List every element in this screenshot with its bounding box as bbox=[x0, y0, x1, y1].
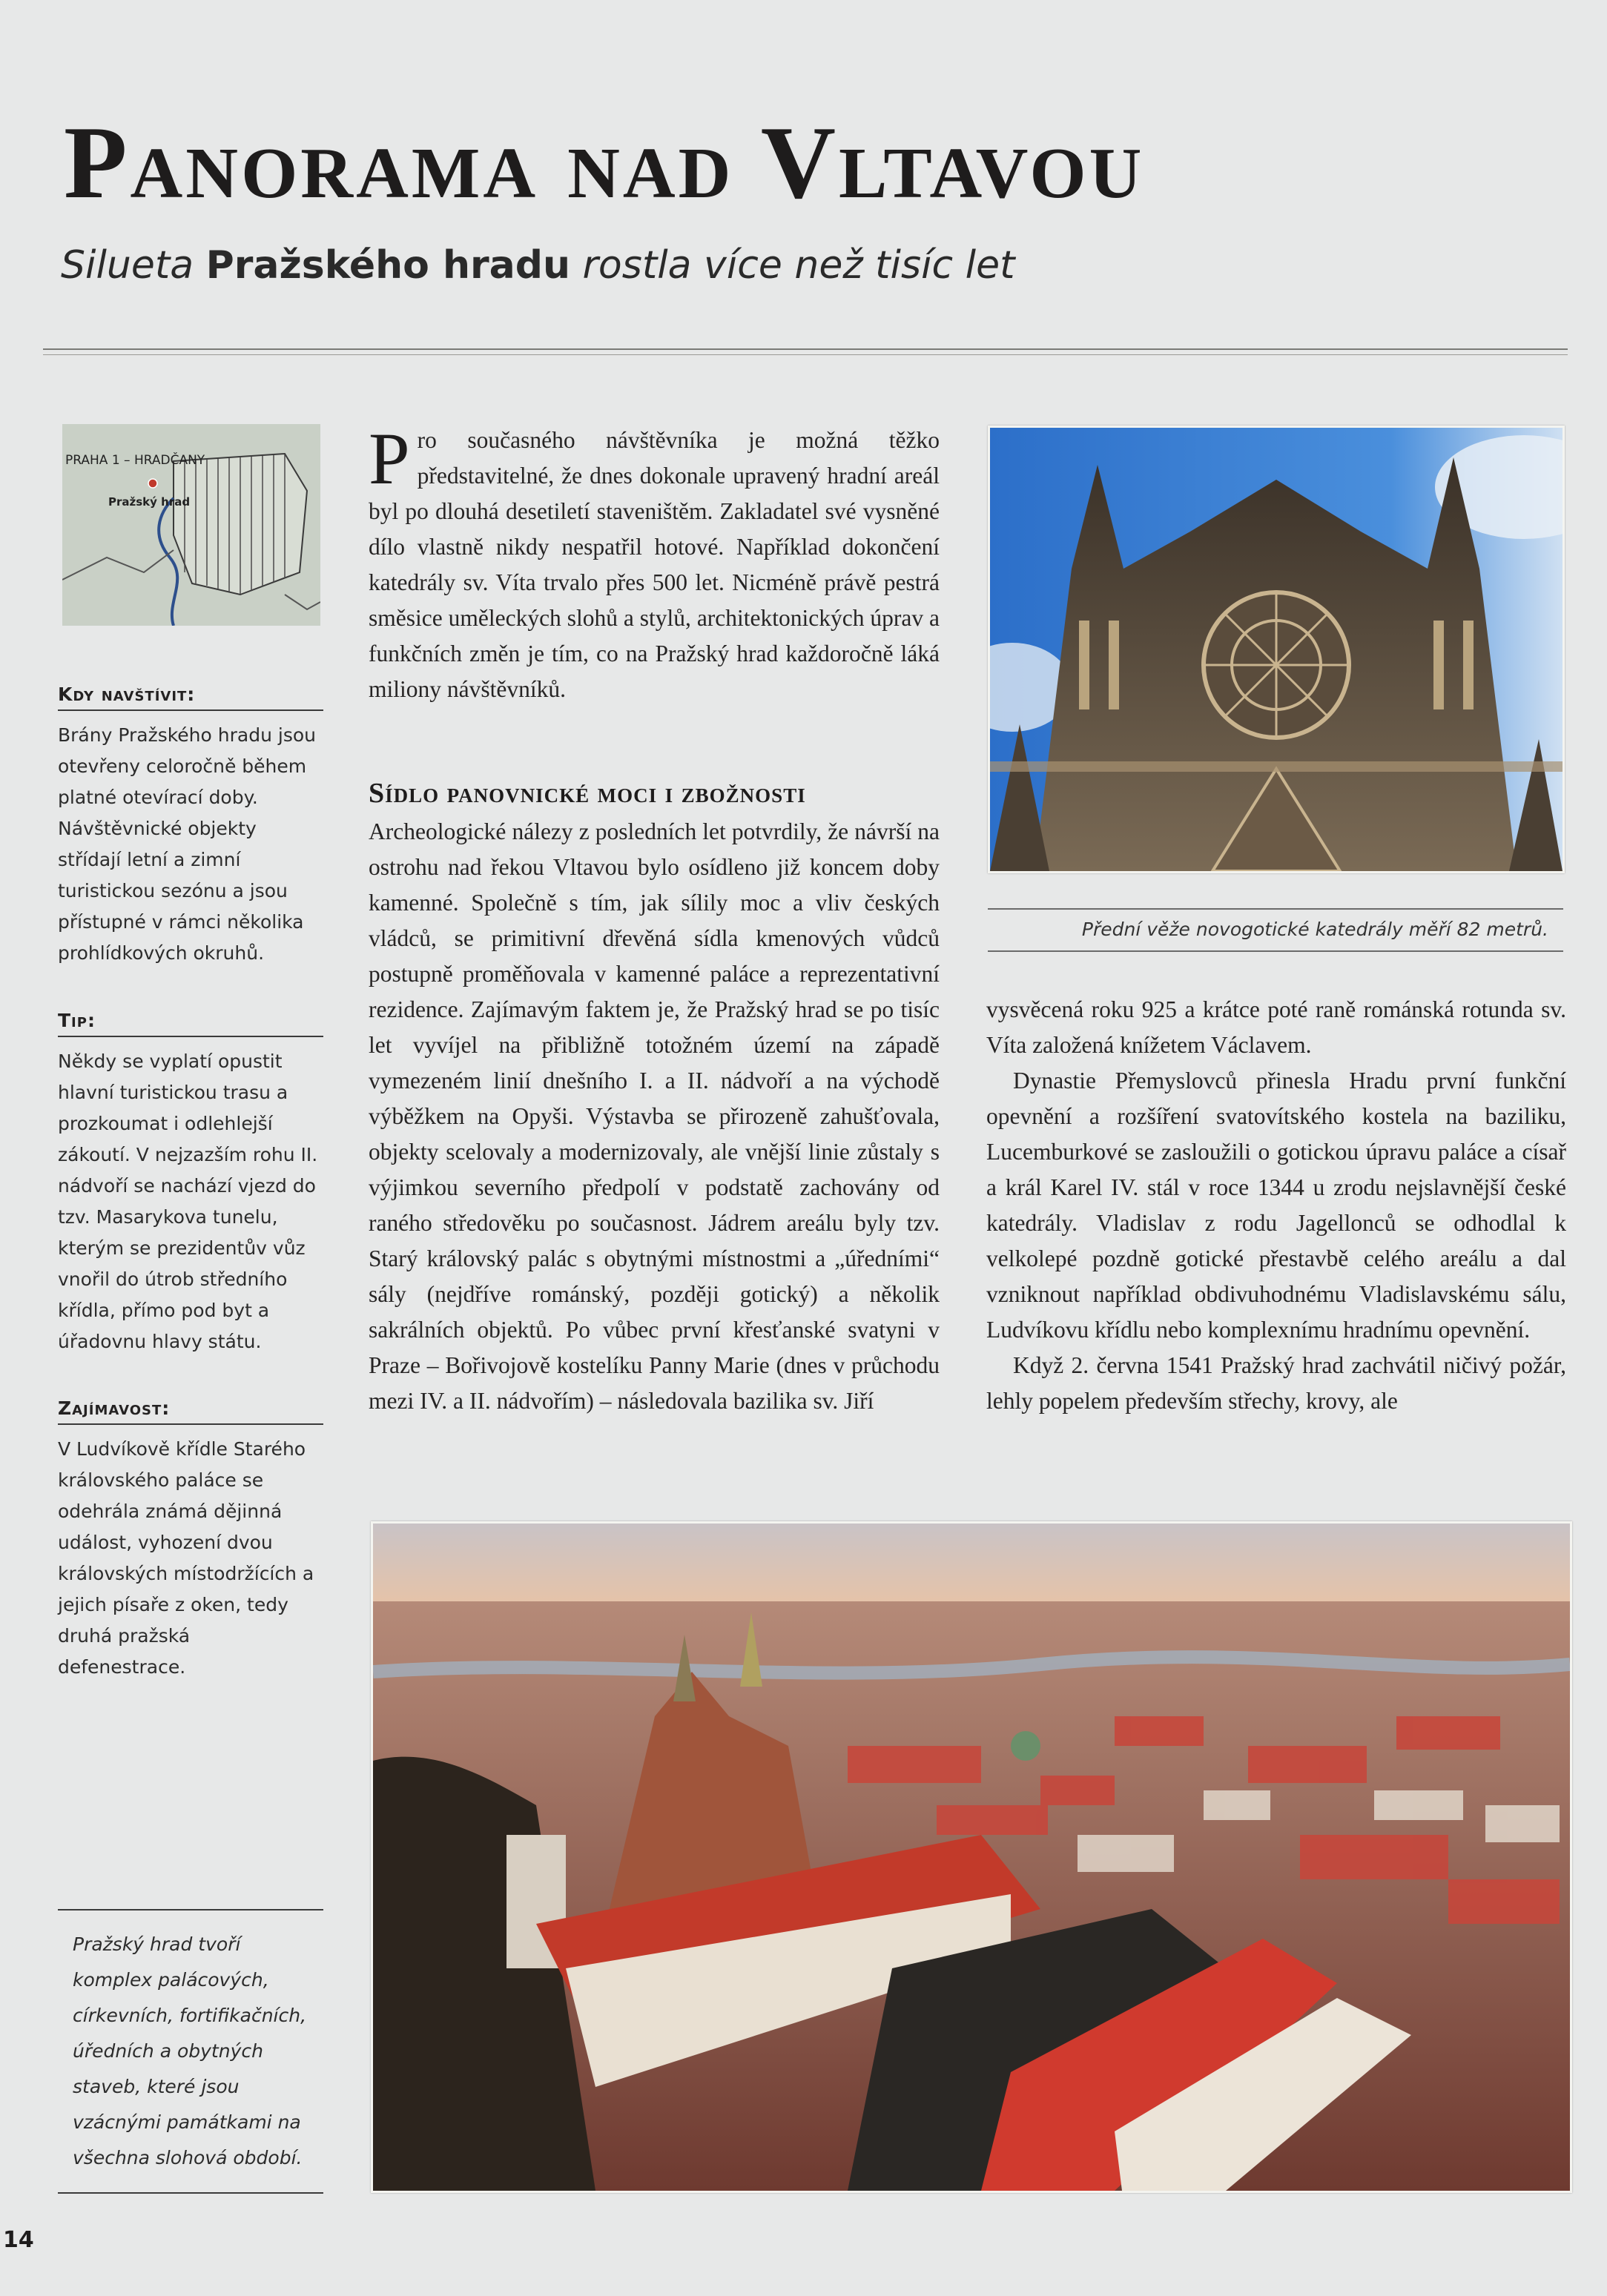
subtitle-part-2: Pražského hradu bbox=[205, 243, 570, 288]
tip-heading: Tip: bbox=[58, 1010, 323, 1037]
intro-text: ro současného návštěvníka je možná těžko představitelné, že dnes dokonale upravený hradní areál byl po dlouhá desetiletí staveništěm. Zakladatel své vysněné dílo vlastně nikdy nespatřil hotové. Například dokončení katedrály sv. Víta trvalo přes 500 let. Nicméně právě pestrá směsice uměleckých slohů a stylů, architektonických úprav a funkčních změn je tím, co na Pražský hrad každoročně láká miliony návštěvníků. bbox=[369, 427, 940, 702]
visit-text: Brány Pražského hradu jsou otevřeny celoročně během platné otevírací doby. Návštěvnické objekty střídají letní a zimní turistickou sezónu a jsou přístupné v rámci několika prohlídkových okruhů. bbox=[58, 724, 316, 964]
district-hatch bbox=[174, 454, 307, 595]
sidebar-tip bbox=[58, 1010, 323, 1357]
prague-castle-aerial-photo bbox=[371, 1521, 1572, 2193]
visit-heading: Kdy navštívit: bbox=[58, 684, 323, 711]
column2 bbox=[986, 992, 1566, 1419]
cathedral-photo bbox=[988, 426, 1565, 873]
interest-heading: Zajímavost: bbox=[58, 1397, 323, 1425]
column2-paragraph-1: vysvěcená roku 925 a krátce poté raně románská rotunda sv. Víta založená knížetem Václavem. bbox=[986, 996, 1566, 1058]
location-map bbox=[62, 424, 320, 626]
cathedral-caption: Přední věže novogotické katedrály měří 82 metrů. bbox=[988, 908, 1563, 952]
interest-text: V Ludvíkově křídle Starého královského paláce se odehrála známá dějinná událost, vyhození dvou královských místodržících a jejich písaře z oken, tedy druhá pražská defenestrace. bbox=[58, 1438, 314, 1678]
map-district-label: PRAHA 1 – HRADČANY bbox=[65, 453, 205, 468]
intro-paragraph bbox=[369, 417, 940, 707]
castle-marker bbox=[148, 479, 157, 488]
map-place-label: Pražský hrad bbox=[108, 495, 191, 509]
header-rule-top bbox=[43, 348, 1568, 350]
cathedral-image bbox=[990, 428, 1563, 871]
sidebar-interest bbox=[58, 1397, 323, 1683]
drop-cap: P bbox=[369, 417, 410, 500]
sidebar-visit bbox=[58, 684, 323, 969]
map-drawing bbox=[62, 424, 320, 626]
page-title: Panorama nad Vltavou bbox=[64, 105, 1145, 220]
tip-text: Někdy se vyplatí opustit hlavní turistickou trasu a prozkoumat i odlehlejší zákoutí. V nejzazším rohu II. nádvoří se nachází vjezd do tzv. Masarykova tunelu, kterým se prezidentův vůz vnořil do útrob středního křídla, přímo pod byt a úřadovnu hlavy státu. bbox=[58, 1051, 318, 1352]
subtitle-part-3: rostla více než tisíc let bbox=[570, 243, 1015, 288]
header-rule-bottom bbox=[43, 354, 1568, 355]
page-number: 14 bbox=[3, 2227, 34, 2253]
page-subtitle bbox=[61, 243, 1014, 288]
section-heading: Sídlo panovnické moci i zbožnosti bbox=[369, 778, 806, 809]
column2-paragraph-3: Když 2. června 1541 Pražský hrad zachvátil ničivý požár, lehly popelem především střechy, krovy, ale bbox=[986, 1352, 1566, 1414]
column2-paragraph-2: Dynastie Přemyslovců přinesla Hradu první funkční opevnění a rozšíření svatovítského kostela na baziliku, Lucemburkové se zasloužili o gotickou úpravu paláce a císař a král Karel IV. stál v roce 1344 u zrodu nejslavnější české katedrály. Vladislav z rodu Jagellonců se odhodlal k velkolepé pozdně gotické přestavbě celého areálu a dal vzniknout například obdivuhodnému Vladislavskému sálu, Ludvíkovu křídlu nebo komplexnímu hradnímu opevnění. bbox=[986, 1068, 1566, 1343]
column1-paragraph bbox=[369, 814, 940, 1419]
column1-text: Archeologické nálezy z posledních let potvrdily, že návrší na ostrohu nad řekou Vltavou bylo osídleno již koncem doby kamenné. Společně s tím, jak sílily moc a vliv českých vládců, se primitivní dřevěná sídla kmenových vůdců postupně proměňovala v kamenné paláce a reprezentativní rezidence. Zajímavým faktem je, že Pražský hrad se po tisíc let vyvíjel na přibližně totožném území na západě vymezeném linií dnešního I. a II. nádvoří a na východě výběžkem na Opyši. Výstavba se přirozeně zahušťovala, objekty scelovaly a modernizovaly, ale vnější linie zůstaly s výjimkou severního předpolí v podstatě zachovány od raného středověku po současnost. Jádrem areálu byly tzv. Starý královský palác s obytnými místnostmi a „úředními“ sály (nejdříve románský, později gotický) a několik sakrálních objektů. Po vůbec první křesťanské svatyni v Praze – Bořivojově kostelíku Panny Marie (dnes v průchodu mezi IV. a II. nádvořím) – následovala bazilika sv. Jiří bbox=[369, 818, 940, 1414]
city-photo-caption: Pražský hrad tvoří komplex palácových, církevních, fortifikačních, úředních a obytných staveb, které jsou vzácnými památkami na všechna slohová období. bbox=[58, 1909, 323, 2194]
aerial-image bbox=[373, 1524, 1570, 2191]
subtitle-part-1: Silueta bbox=[61, 243, 206, 288]
